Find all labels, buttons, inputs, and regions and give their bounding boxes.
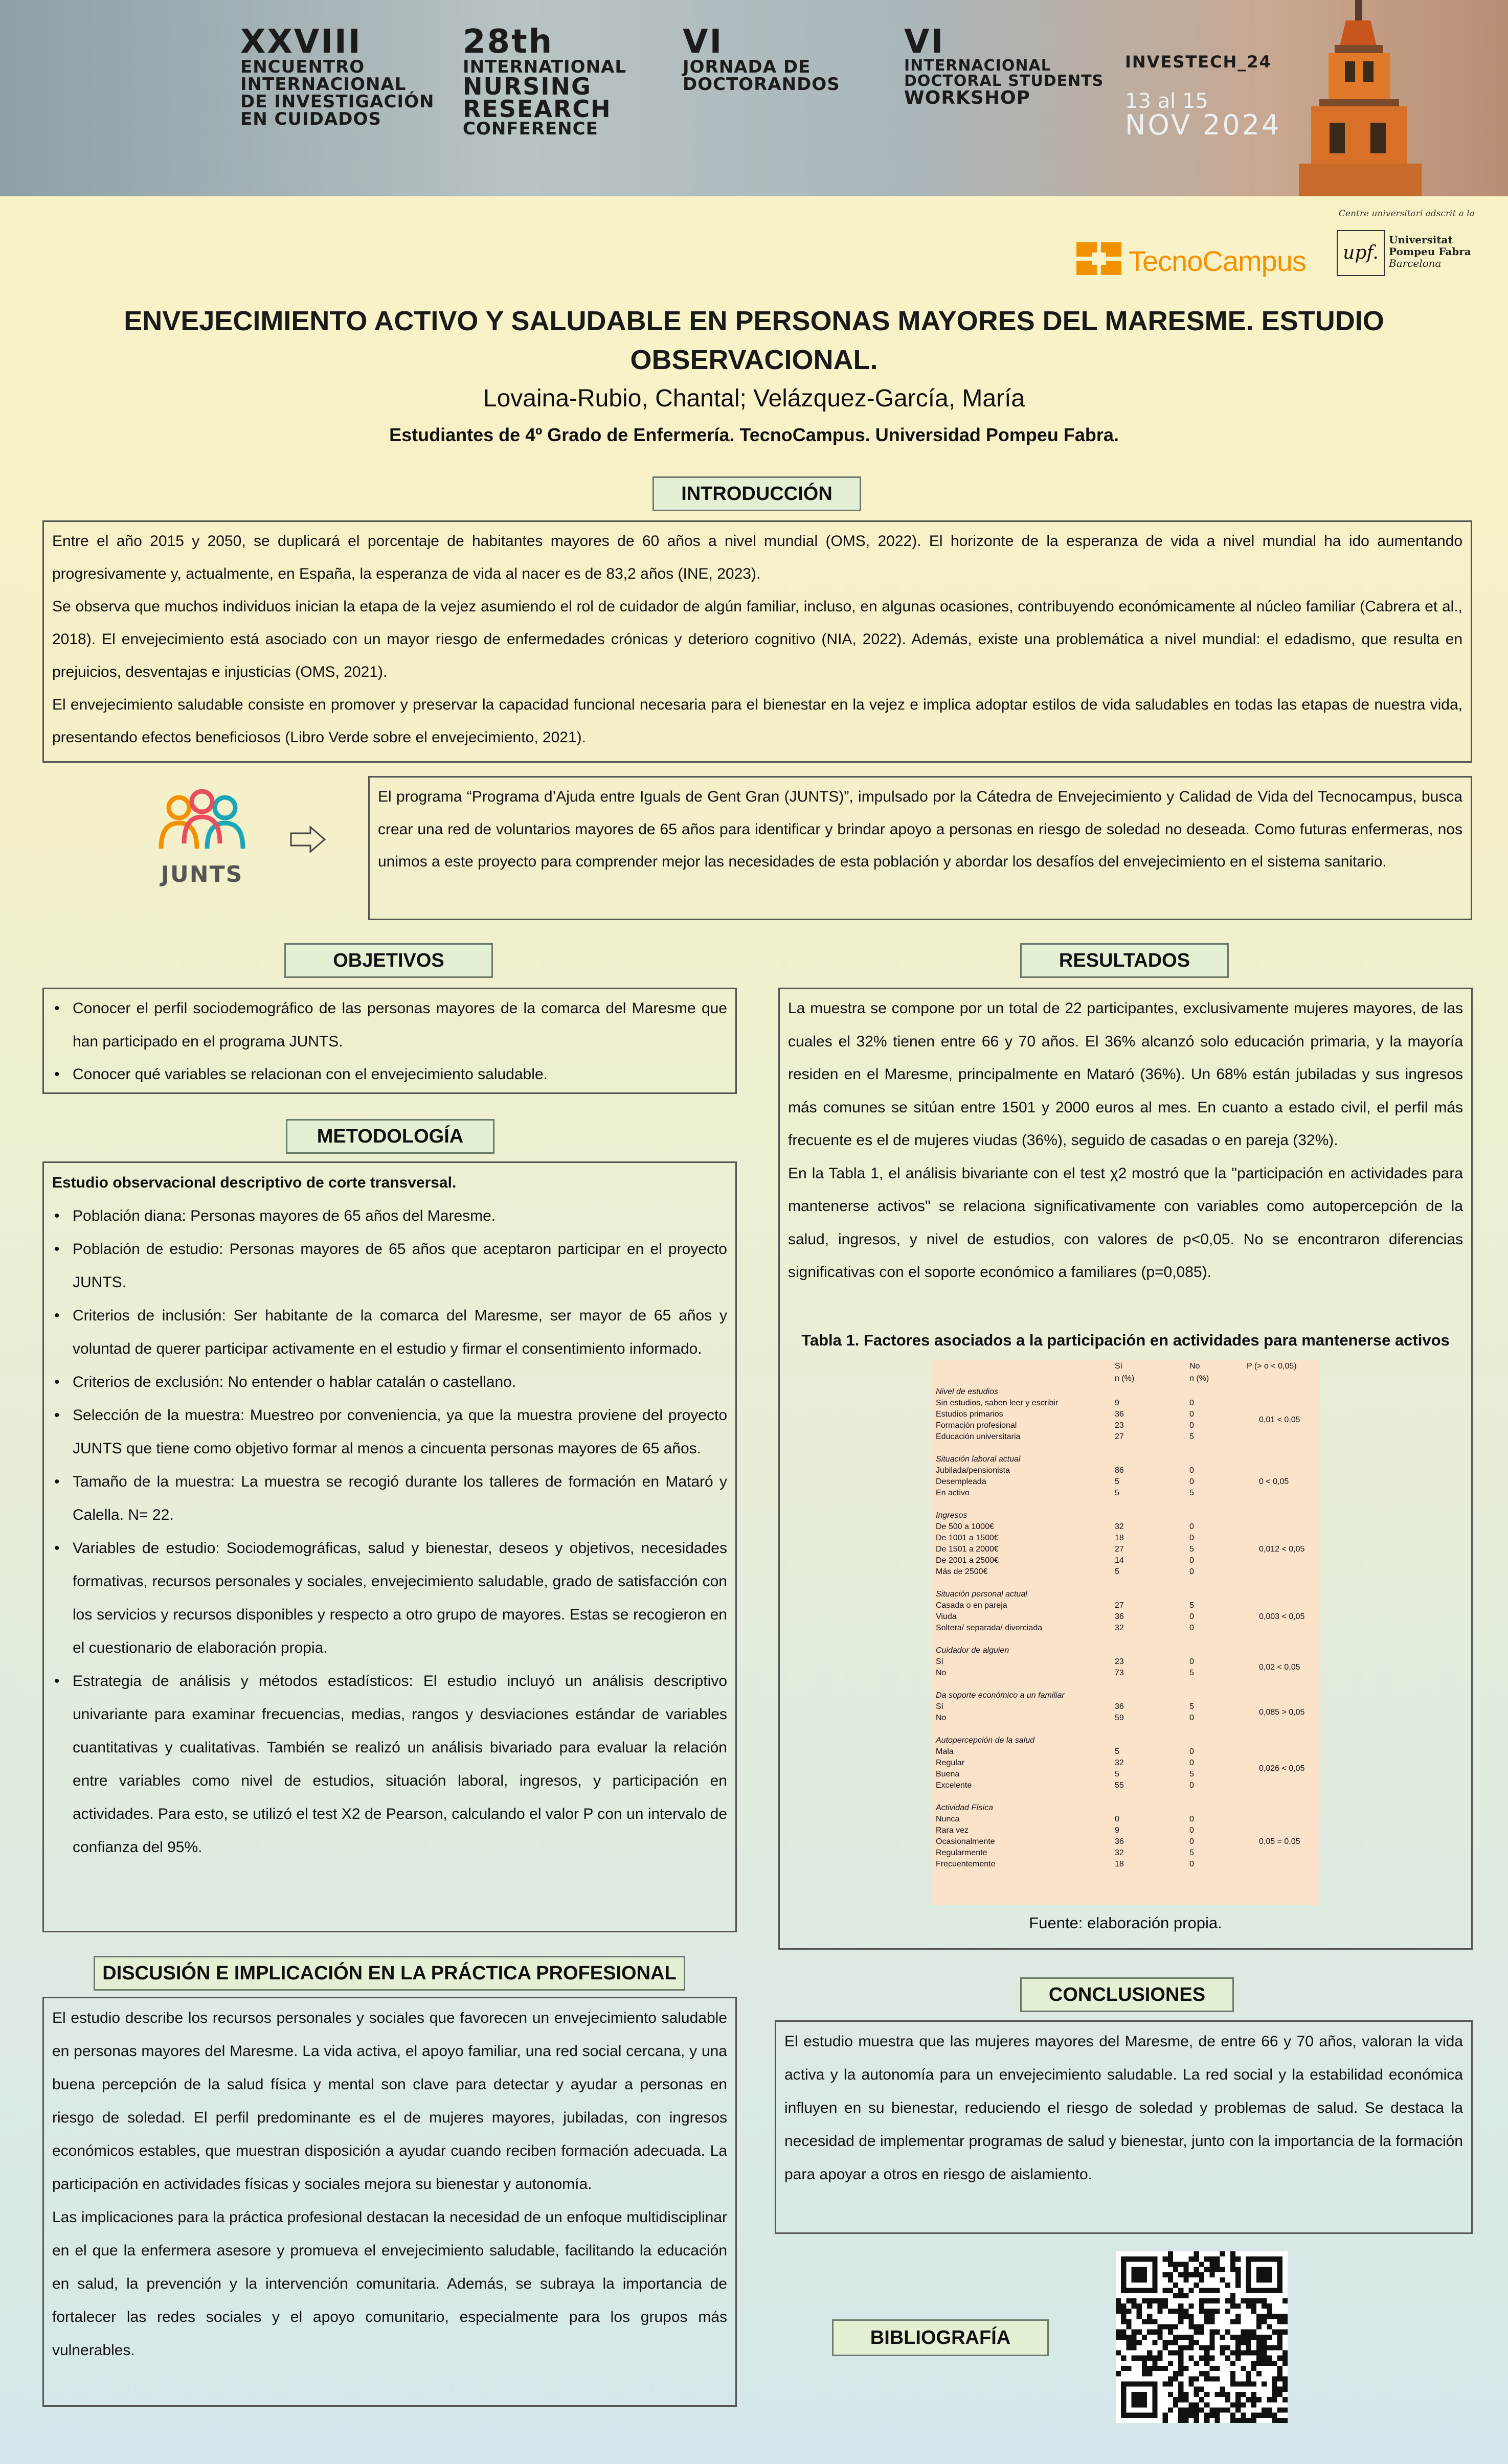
discusion-paragraph-1: El estudio describe los recursos personales y sociales que favorecen un envejecimiento saludable en personas mayores del Maresme. La vida activa, el apoyo familiar, una red social cercana, y una buena percepción de la salud física y mental son clave para detectar y ayudar a personas en riesgo de soledad. El perfil predominante es el de mujeres mayores, jubiladas, con ingresos económicos estables, que muestran disposición a ayudar cuando reciben formación adecuada. La participación en actividades físicas y sociales mejora su bienestar y autonomía. — [52, 2010, 727, 2193]
upf-mark: upf. — [1337, 230, 1385, 276]
intro-paragraph-1: Entre el año 2015 y 2050, se duplicará el porcentaje de habitantes mayores de 60 años a nivel mundial (OMS, 2022). El horizonte de la esperanza de vida a nivel mundial ha ido aumentando progresivamente y, actualmente, en España, la esperanza de vida al nacer es de 83,2 años (INE, 2023). — [52, 533, 1462, 582]
table-group-label: Actividad Física — [936, 1804, 994, 1812]
table-header-row — [932, 1362, 1320, 1373]
table-row — [932, 1534, 1320, 1545]
table-cell-no: 0 — [1189, 1567, 1194, 1576]
table-cell-si: 23 — [1115, 1657, 1124, 1666]
table-row — [932, 1624, 1320, 1635]
table-cell-no: 0 — [1189, 1826, 1194, 1835]
table-cell-label: Casada o en pareja — [936, 1601, 1007, 1610]
table-subheader-si: n (%) — [1115, 1374, 1135, 1383]
resultados-paragraph-1: La muestra se compone por un total de 22 participantes, exclusivamente mujeres mayores, de las cuales el 32% tienen entre 66 y 70 años. El 36% alcanzó solo educación primaria, y la mayoría residen en el Maresme, principalmente en Mataró (36%). Un 68% están jubiladas y sus ingresos más comunes se sitúan entre 1501 y 2000 euros al mes. En cuanto a estado civil, el perfil más frecuente es el de mujeres viudas (36%), seguido de casadas o en pareja (32%). — [788, 1000, 1463, 1149]
table-cell-si: 36 — [1115, 1410, 1124, 1419]
metodologia-list — [52, 1199, 727, 1864]
section-label-objetivos: OBJETIVOS — [284, 943, 493, 978]
table-group-label: Ingresos — [936, 1511, 967, 1520]
metodologia-item: • Criterios de exclusión: No entender o hablar catalán o castellano. — [73, 1365, 727, 1399]
table-subheader-row — [932, 1374, 1320, 1385]
table-row — [932, 1466, 1320, 1477]
table-group-label: Da soporte económico a un familiar — [936, 1691, 1065, 1700]
table-cell-label: Excelente — [936, 1781, 972, 1790]
table-cell-si: 5 — [1115, 1747, 1119, 1756]
table-cell-label: Desempleada — [936, 1477, 986, 1486]
table-cell-no: 0 — [1189, 1477, 1194, 1486]
table-cell-no: 0 — [1189, 1714, 1194, 1722]
table-row — [932, 1781, 1320, 1792]
resultados-paragraph-2: En la Tabla 1, el análisis bivariante con el test χ2 mostró que la "participación en actividades para mantenerse activos" se relaciona significativamente con variables como autopercepción de la salud, ingresos, y nivel de estudios, con valores de p<0,05. No se encontraron diferencias significativas con el soporte económico a familiares (p=0,085). — [788, 1165, 1463, 1281]
banner-date: 13 al 15 NOV 2024 — [1125, 89, 1281, 141]
table-cell-label: Soltera/ separada/ divorciada — [936, 1624, 1043, 1632]
table-cell-no: 5 — [1189, 1702, 1194, 1711]
junts-paragraph: El programa “Programa d’Ajuda entre Iguals de Gent Gran (JUNTS)”, impulsado por la Cátedra de Envejecimiento y Calidad de Vida del Tecnocampus, busca crear una red de voluntarios mayores de 65 años para identificar y brindar apoyo a personas en riesgo de soledad no deseada. Como futuras enfermeras, nos unimos a este proyecto para comprender mejor las necesidades de esta población y abordar los desafíos del envejecimiento en el sistema sanitario. — [378, 788, 1462, 870]
table-row — [932, 1601, 1320, 1612]
upf-line1: Universitat — [1389, 234, 1453, 246]
upf-caption: Centre universitari adscrit a la — [1339, 209, 1475, 219]
table-subheader-no: n (%) — [1189, 1374, 1209, 1383]
table-cell-label: Nunca — [936, 1815, 960, 1823]
table-cell-si: 32 — [1115, 1624, 1124, 1632]
authors: Lovaina-Rubio, Chantal; Velázquez-García, María — [483, 385, 1025, 412]
table-cell-no: 0 — [1189, 1410, 1194, 1419]
table-group-label: Autopercepción de la salud — [936, 1736, 1035, 1745]
metodologia-item: • Criterios de inclusión: Ser habitante de la comarca del Maresme, ser mayor de 65 años y voluntad de querer participar activamente en el estudio y firmar el consentimiento informado. — [73, 1299, 727, 1365]
metodologia-item: • Selección de la muestra: Muestreo por conveniencia, ya que la muestra proviene del proyecto JUNTS que tiene como objetivo formar al menos a cincuenta personas mayores de 65 años. — [73, 1399, 727, 1465]
table-cell-label: De 1001 a 1500€ — [936, 1534, 999, 1542]
table-row — [932, 1860, 1320, 1871]
intro-paragraph-2: Se observa que muchos individuos inician la etapa de la vejez asumiendo el rol de cuidador de algún familiar, incluso, en algunas ocasiones, contribuyendo económicamente al núcleo familiar (Cabrera et al., 2018). El envejecimiento está asociado con un mayor riesgo de enfermedades crónicas y deterioro cognitivo (NIA, 2022). Además, existe una problemática a nivel mundial: el edadismo, que resulta en prejuicios, desventajas e injusticias (OMS, 2021). — [52, 598, 1462, 680]
table-cell-no: 0 — [1189, 1534, 1194, 1542]
banner-event-jornada: VI JORNADA DE DOCTORANDOS — [683, 23, 840, 95]
table-cell-label: Sí — [936, 1702, 944, 1711]
table-cell-label: No — [936, 1714, 947, 1722]
table-1 — [932, 1360, 1320, 1905]
table-p-value: 0,05 = 0,05 — [1259, 1837, 1300, 1846]
table-p-value: 0,01 < 0,05 — [1259, 1416, 1300, 1424]
table-group-p — [932, 1708, 1320, 1719]
table-cell-label: Viuda — [936, 1612, 957, 1621]
table-cell-no: 5 — [1189, 1849, 1194, 1857]
table-cell-no: 5 — [1189, 1601, 1194, 1610]
table-header-si: Sí — [1115, 1362, 1123, 1371]
tecnocampus-icon — [1076, 242, 1123, 276]
table-row — [932, 1567, 1320, 1579]
section-label-resultados: RESULTADOS — [1020, 943, 1229, 978]
table-group-label: Situación laboral actual — [936, 1455, 1021, 1464]
metodologia-item: • Estrategia de análisis y métodos estadísticos: El estudio incluyó un análisis descriptivo univariante para examinar frecuencias, medias, rangos y desviaciones estándar de variables cuantitativas y cualitativas. También se realizó un análisis bivariado para evaluar la relación entre variables como nivel de estudios, situación laboral, ingresos, y participación en actividades. Para esto, se utilizó el test X2 de Pearson, calculando el valor P con un intervalo de confianza del 95%. — [73, 1664, 727, 1864]
table-group-p — [932, 1416, 1320, 1427]
table-cell-label: Mala — [936, 1747, 954, 1756]
table-cell-no: 0 — [1189, 1421, 1194, 1430]
introduccion-box — [42, 520, 1472, 763]
table-group-title — [932, 1691, 1320, 1702]
table-group-p — [932, 1545, 1320, 1556]
arrow-right-icon — [289, 824, 327, 855]
table-row — [932, 1815, 1320, 1826]
lighthouse-illustration — [1268, 0, 1503, 196]
banner-event-nursing: 28th INTERNATIONAL NURSING RESEARCH CONFERENCE — [463, 23, 627, 140]
discusion-box — [42, 1997, 737, 2407]
table-group-p — [932, 1612, 1320, 1624]
conference-banner — [0, 0, 1508, 196]
table-p-value: 0,012 < 0,05 — [1259, 1545, 1305, 1554]
poster-title — [0, 302, 1508, 379]
table-group-title — [932, 1455, 1320, 1466]
junts-box — [368, 776, 1472, 920]
qr-code[interactable] — [1116, 2251, 1288, 2423]
table-row — [932, 1849, 1320, 1860]
table-cell-label: Educación universitaria — [936, 1432, 1021, 1441]
table-cell-label: Sin estudios, saben leer y escribir — [936, 1399, 1059, 1407]
table-group-p — [932, 1764, 1320, 1775]
intro-paragraph-3: El envejecimiento saludable consiste en promover y preservar la capacidad funcional necesaria para el bienestar en la vejez e implica adoptar estilos de vida saludables en todas las etapas de nuestra vida, presentando efectos beneficiosos (Libro Verde sobre el envejecimiento, 2021). — [52, 696, 1462, 746]
section-label-introduccion: INTRODUCCIÓN — [652, 476, 861, 511]
table-group-title — [932, 1511, 1320, 1522]
table-group-p — [932, 1477, 1320, 1489]
conclusiones-paragraph: El estudio muestra que las mujeres mayores del Maresme, de entre 66 y 70 años, valoran la vida activa y la autonomía para un envejecimiento saludable. La red social y la estabilidad económica influyen en su bienestar, reduciendo el riesgo de soledad y problemas de salud. Se destaca la necesidad de implementar programas de salud y bienestar, junto con la importancia de la formación para apoyar a otros en riesgo de aislamiento. — [784, 2033, 1463, 2183]
table-cell-no: 0 — [1189, 1781, 1194, 1790]
junts-people-icon — [153, 787, 251, 859]
table-cell-no: 0 — [1189, 1815, 1194, 1823]
table-cell-no: 0 — [1189, 1522, 1194, 1531]
tecnocampus-logo — [1076, 239, 1306, 280]
table-cell-label: Buena — [936, 1770, 960, 1778]
table-group-title — [932, 1646, 1320, 1657]
section-label-conclusiones: CONCLUSIONES — [1020, 1977, 1234, 2012]
table-cell-label: Regular — [936, 1759, 965, 1767]
table-cell-label: Jubilada/pensionista — [936, 1466, 1010, 1475]
table-header-no: No — [1189, 1362, 1200, 1371]
table-cell-label: En activo — [936, 1489, 970, 1497]
table-cell-no: 0 — [1189, 1747, 1194, 1756]
table-group-label: Situación personal actual — [936, 1590, 1027, 1599]
metodologia-lead: Estudio observacional descriptivo de corte transversal. — [52, 1174, 457, 1191]
table-row — [932, 1399, 1320, 1410]
metodologia-item: • Tamaño de la muestra: La muestra se recogió durante los talleres de formación en Mataró y Calella. N= 22. — [73, 1465, 727, 1532]
table-row — [932, 1489, 1320, 1500]
table-cell-si: 36 — [1115, 1702, 1124, 1711]
table-p-value: 0,02 < 0,05 — [1259, 1663, 1300, 1672]
table-cell-si: 5 — [1115, 1567, 1119, 1576]
banner-event-encuentro: XXVIII ENCUENTRO INTERNACIONAL DE INVESTIGACIÓN EN CUIDADOS — [240, 23, 435, 129]
table-cell-label: Rara vez — [936, 1826, 969, 1835]
table-row — [932, 1432, 1320, 1444]
tecnocampus-wordmark: TecnoCampus — [1129, 245, 1306, 277]
table-p-value: 0,003 < 0,05 — [1259, 1612, 1305, 1621]
objetivos-list — [52, 992, 727, 1091]
table-group-title — [932, 1590, 1320, 1601]
table-cell-si: 5 — [1115, 1489, 1119, 1497]
table-cell-si: 5 — [1115, 1770, 1119, 1778]
table-cell-no: 0 — [1189, 1657, 1194, 1666]
table-cell-label: Formación profesional — [936, 1421, 1017, 1430]
table-cell-label: Estudios primarios — [936, 1410, 1003, 1419]
banner-event-workshop: VI INTERNACIONAL DOCTORAL STUDENTS WORKSHOP — [904, 23, 1104, 108]
section-label-discusion: DISCUSIÓN E IMPLICACIÓN EN LA PRÁCTICA PROFESIONAL — [94, 1956, 685, 1991]
table-cell-no: 0 — [1189, 1860, 1194, 1868]
table-group-label: Nivel de estudios — [936, 1387, 998, 1396]
metodologia-item: • Población de estudio: Personas mayores de 65 años que aceptaron participar en el proyecto JUNTS. — [73, 1233, 727, 1299]
table-group-title — [932, 1804, 1320, 1815]
table-cell-si: 9 — [1115, 1399, 1119, 1407]
metodologia-item: • Variables de estudio: Sociodemográficas, salud y bienestar, deseos y objetivos, necesidades formativas, recursos personales y sociales, envejecimiento saludable, grado de satisfacción con los servicios y recursos disponibles y respecto a otro grupo de mayores. Estas se recogieron en el cuestionario de elaboración propia. — [73, 1532, 727, 1664]
table-cell-si: 27 — [1115, 1601, 1124, 1610]
table-row — [932, 1826, 1320, 1837]
affiliation: Estudiantes de 4º Grado de Enfermería. TecnoCampus. Universidad Pompeu Fabra. — [389, 424, 1119, 445]
table-cell-si: 23 — [1115, 1421, 1124, 1430]
table-cell-si: 73 — [1115, 1669, 1124, 1677]
table-cell-si: 18 — [1115, 1860, 1124, 1868]
banner-investech: INVESTECH_24 — [1125, 52, 1272, 72]
table-cell-si: 0 — [1115, 1815, 1119, 1823]
table-cell-no: 0 — [1189, 1624, 1194, 1632]
table-cell-si: 5 — [1115, 1477, 1119, 1486]
objetivo-item: • Conocer el perfil sociodemográfico de las personas mayores de la comarca del Maresme que han participado en el programa JUNTS. — [73, 992, 727, 1058]
table-cell-si: 32 — [1115, 1522, 1124, 1531]
table-cell-no: 0 — [1189, 1399, 1194, 1407]
table-cell-si: 32 — [1115, 1759, 1124, 1767]
table-cell-si: 27 — [1115, 1545, 1124, 1554]
table-group-title — [932, 1387, 1320, 1399]
metodologia-item: • Población diana: Personas mayores de 65 años del Maresme. — [73, 1199, 727, 1233]
objetivos-box — [42, 988, 737, 1094]
title-line-1: ENVEJECIMIENTO ACTIVO Y SALUDABLE EN PERSONAS MAYORES DEL MARESME. ESTUDIO — [124, 306, 1384, 336]
bibliografia-button[interactable]: BIBLIOGRAFÍA — [832, 2319, 1049, 2356]
table-cell-label: Ocasionalmente — [936, 1837, 995, 1846]
table-cell-si: 32 — [1115, 1849, 1124, 1857]
table-cell-label: Más de 2500€ — [936, 1567, 988, 1576]
title-line-2: OBSERVACIONAL. — [630, 345, 878, 375]
table-group-p — [932, 1837, 1320, 1849]
conclusiones-box — [775, 2020, 1473, 2234]
table-cell-label: Sí — [936, 1657, 944, 1666]
table-cell-si: 14 — [1115, 1556, 1124, 1565]
table-row — [932, 1747, 1320, 1759]
table-cell-no: 0 — [1189, 1759, 1194, 1767]
upf-logo — [1335, 225, 1488, 279]
table-group-p — [932, 1663, 1320, 1674]
table-cell-si: 86 — [1115, 1466, 1124, 1475]
table-p-value: 0,026 < 0,05 — [1259, 1764, 1305, 1773]
table-caption: Tabla 1. Factores asociados a la participación en actividades para mantenerse activos — [801, 1331, 1450, 1349]
table-p-value: 0 < 0,05 — [1259, 1477, 1289, 1486]
objetivo-item: • Conocer qué variables se relacionan con el envejecimiento saludable. — [73, 1058, 727, 1091]
table-cell-label: No — [936, 1669, 947, 1677]
table-cell-no: 0 — [1189, 1466, 1194, 1475]
table-cell-label: Regularmente — [936, 1849, 987, 1857]
table-cell-no: 0 — [1189, 1612, 1194, 1621]
table-cell-si: 59 — [1115, 1714, 1124, 1722]
junts-wordmark: JUNTS — [161, 861, 243, 887]
table-cell-no: 5 — [1189, 1432, 1194, 1441]
junts-logo — [153, 787, 251, 889]
table-row — [932, 1556, 1320, 1567]
table-cell-no: 5 — [1189, 1489, 1194, 1497]
table-cell-si: 18 — [1115, 1534, 1124, 1542]
upf-line3: Barcelona — [1389, 257, 1442, 269]
table-source: Fuente: elaboración propia. — [1029, 1914, 1222, 1932]
table-group-title — [932, 1736, 1320, 1747]
table-cell-label: De 1501 a 2000€ — [936, 1545, 999, 1554]
table-cell-no: 5 — [1189, 1669, 1194, 1677]
table-cell-si: 27 — [1115, 1432, 1124, 1441]
table-cell-si: 55 — [1115, 1781, 1124, 1790]
table-cell-si: 36 — [1115, 1837, 1124, 1846]
table-header-p: P (> o < 0,05) — [1247, 1362, 1297, 1371]
discusion-paragraph-2: Las implicaciones para la práctica profesional destacan la necesidad de un enfoque multidisciplinar en el que la enfermera asesore y promueva el envejecimiento saludable, facilitando la educación en salud, la prevención y la intervención comunitaria. Además, se subraya la importancia de fortalecer las redes sociales y el apoyo comunitario, especialmente para los grupos más vulnerables. — [52, 2209, 727, 2359]
upf-line2: Pompeu Fabra — [1389, 245, 1471, 258]
table-cell-no: 5 — [1189, 1545, 1194, 1554]
metodologia-box — [42, 1161, 737, 1932]
table-row — [932, 1522, 1320, 1534]
table-cell-label: Frecuentemente — [936, 1860, 996, 1868]
table-group-label: Cuidador de alguien — [936, 1646, 1009, 1655]
table-cell-no: 0 — [1189, 1837, 1194, 1846]
table-cell-no: 0 — [1189, 1556, 1194, 1565]
table-cell-si: 9 — [1115, 1826, 1119, 1835]
table-p-value: 0,085 > 0,05 — [1259, 1708, 1305, 1717]
section-label-metodologia: METODOLOGÍA — [286, 1119, 494, 1154]
table-cell-label: De 2001 a 2500€ — [936, 1556, 999, 1565]
table-cell-label: De 500 a 1000€ — [936, 1522, 994, 1531]
table-cell-si: 36 — [1115, 1612, 1124, 1621]
table-cell-no: 5 — [1189, 1770, 1194, 1778]
